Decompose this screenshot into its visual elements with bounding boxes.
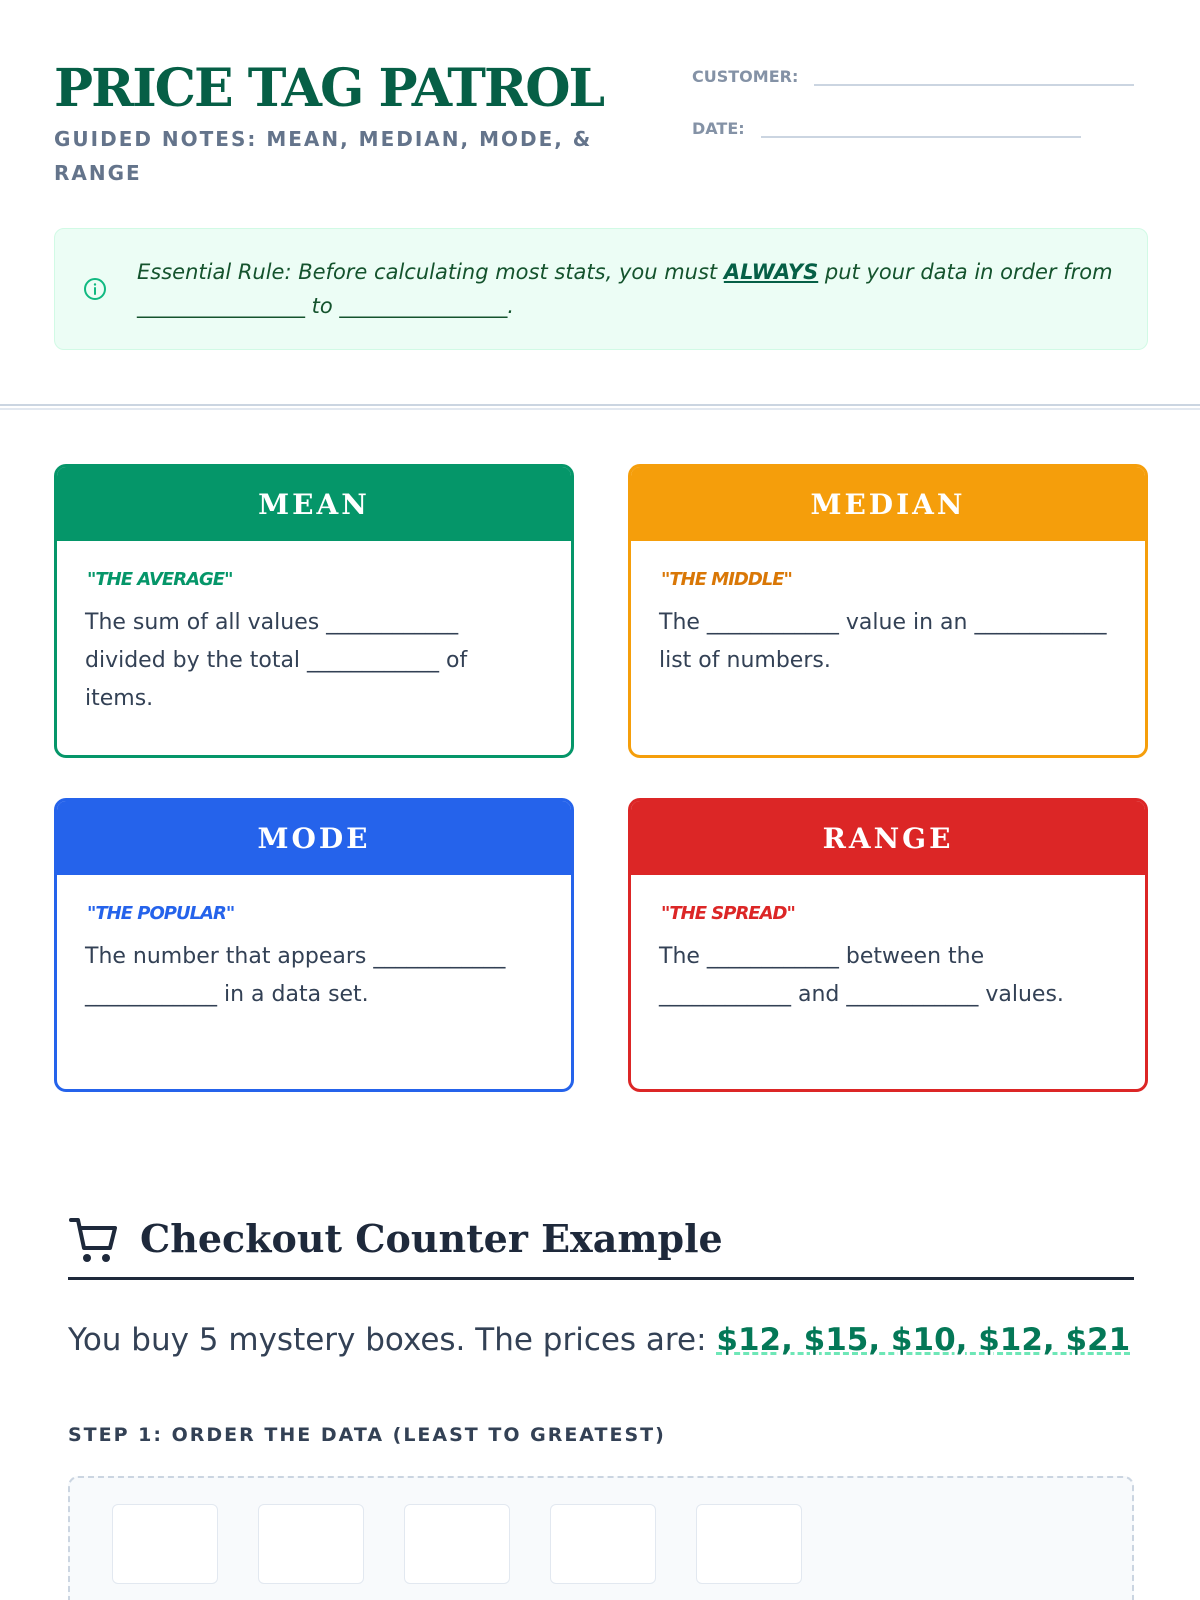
range-card-title: RANGE bbox=[631, 801, 1145, 875]
example-problem-text: You buy 5 mystery boxes. The prices are: bbox=[68, 1322, 717, 1358]
essential-rule-text bbox=[137, 255, 1117, 323]
range-card-definition: The ____________ between the ____________ and ____________ values. bbox=[659, 944, 1064, 1007]
median-card bbox=[628, 464, 1148, 758]
info-icon bbox=[83, 277, 107, 301]
step-1-label: STEP 1: ORDER THE DATA (LEAST TO GREATEST) bbox=[68, 1424, 666, 1446]
essential-rule-box bbox=[54, 228, 1148, 350]
order-data-area bbox=[68, 1476, 1134, 1600]
range-card bbox=[628, 798, 1148, 1092]
median-card-tagline: "THE MIDDLE" bbox=[661, 569, 792, 590]
customer-field bbox=[692, 64, 1134, 86]
median-card-definition: The ____________ value in an ____________ list of numbers. bbox=[659, 610, 1107, 673]
mode-card bbox=[54, 798, 574, 1092]
mode-card-definition: The number that appears ____________ ____________ in a data set. bbox=[85, 944, 506, 1007]
page-subtitle: GUIDED NOTES: MEAN, MEDIAN, MODE, & RANGE bbox=[54, 127, 593, 185]
rule-text-start: Essential Rule: Before calculating most stats, you must bbox=[137, 260, 724, 284]
page-title: PRICE TAG PATROL bbox=[54, 58, 604, 119]
mean-card bbox=[54, 464, 574, 758]
mean-card-title: MEAN bbox=[57, 467, 571, 541]
mode-card-tagline: "THE POPULAR" bbox=[87, 903, 235, 924]
range-card-tagline: "THE SPREAD" bbox=[661, 903, 795, 924]
example-prices: $12, $15, $10, $12, $21 bbox=[716, 1322, 1131, 1358]
median-card-title: MEDIAN bbox=[631, 467, 1145, 541]
rule-emphasis: ALWAYS bbox=[723, 260, 819, 284]
rule-text-end: put your data in order from ________________ to ________________. bbox=[137, 260, 1113, 318]
date-field bbox=[692, 116, 1081, 138]
worksheet-header bbox=[54, 56, 1148, 196]
order-slot-1[interactable] bbox=[112, 1504, 218, 1584]
cart-icon bbox=[68, 1214, 120, 1266]
date-label: DATE: bbox=[692, 119, 745, 138]
order-slot-2[interactable] bbox=[258, 1504, 364, 1584]
section-divider bbox=[0, 404, 1200, 410]
example-section-header bbox=[68, 1210, 1134, 1280]
date-input-line[interactable] bbox=[761, 116, 1081, 138]
example-title: Checkout Counter Example bbox=[140, 1216, 723, 1261]
order-slot-3[interactable] bbox=[404, 1504, 510, 1584]
customer-input-line[interactable] bbox=[814, 64, 1134, 86]
order-slot-5[interactable] bbox=[696, 1504, 802, 1584]
mean-card-tagline: "THE AVERAGE" bbox=[87, 569, 233, 590]
example-problem bbox=[68, 1322, 1148, 1358]
mean-card-definition: The sum of all values ____________ divided by the total ____________ of items. bbox=[85, 610, 468, 711]
order-slot-4[interactable] bbox=[550, 1504, 656, 1584]
customer-label: CUSTOMER: bbox=[692, 67, 799, 86]
mode-card-title: MODE bbox=[57, 801, 571, 875]
